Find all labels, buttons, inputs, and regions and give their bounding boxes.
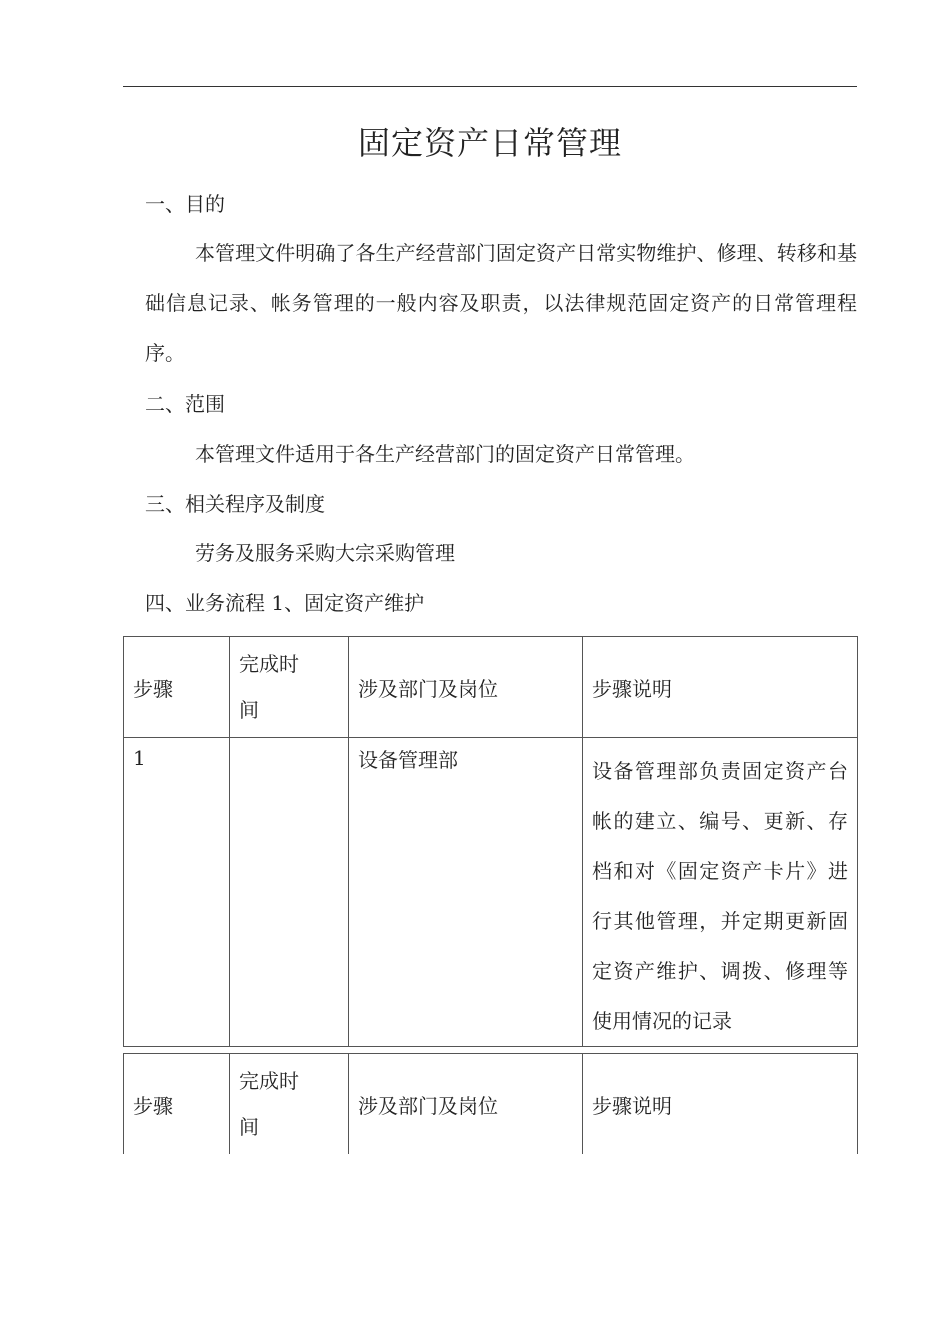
cell-step: 1 [124, 738, 230, 1047]
header-time [230, 1054, 349, 1155]
table-row [124, 738, 858, 1047]
section-heading-scope: 二、范围 [145, 392, 225, 416]
header-step: 步骤 [124, 637, 230, 738]
section-heading-workflow: 四、业务流程 1、固定资产维护 [145, 591, 425, 615]
header-time-line2: 间 [239, 698, 259, 722]
header-desc: 步骤说明 [583, 1054, 858, 1155]
cell-time [230, 738, 349, 1047]
table-header-row [124, 637, 858, 738]
header-time-line2: 间 [239, 1115, 259, 1139]
process-table-continued [123, 1053, 858, 1154]
header-time-line1: 完成时 [239, 652, 299, 676]
header-dept: 涉及部门及岗位 [349, 637, 583, 738]
section-heading-procedures: 三、相关程序及制度 [145, 492, 325, 516]
cell-dept: 设备管理部 [349, 738, 583, 1047]
process-table [123, 636, 858, 1047]
header-rule [123, 86, 857, 87]
header-time-line1: 完成时 [239, 1069, 299, 1093]
table-header-row [124, 1054, 858, 1155]
header-desc: 步骤说明 [583, 637, 858, 738]
document-title: 固定资产日常管理 [357, 124, 622, 162]
section-text-scope: 本管理文件适用于各生产经营部门的固定资产日常管理。 [195, 442, 695, 466]
section-text-purpose: 本管理文件明确了各生产经营部门固定资产日常实物维护、修理、转移和基础信息记录、帐务管理的一般内容及职责，以法律规范固定资产的日常管理程序。 [145, 241, 857, 365]
header-dept: 涉及部门及岗位 [349, 1054, 583, 1155]
header-time [230, 637, 349, 738]
header-step: 步骤 [124, 1054, 230, 1155]
section-heading-purpose: 一、目的 [145, 192, 225, 216]
section-text-procedures: 劳务及服务采购大宗采购管理 [195, 541, 455, 565]
cell-desc: 设备管理部负责固定资产台帐的建立、编号、更新、存档和对《固定资产卡片》进行其他管理，并定期更新固定资产维护、调拨、修理等使用情况的记录 [583, 738, 858, 1047]
